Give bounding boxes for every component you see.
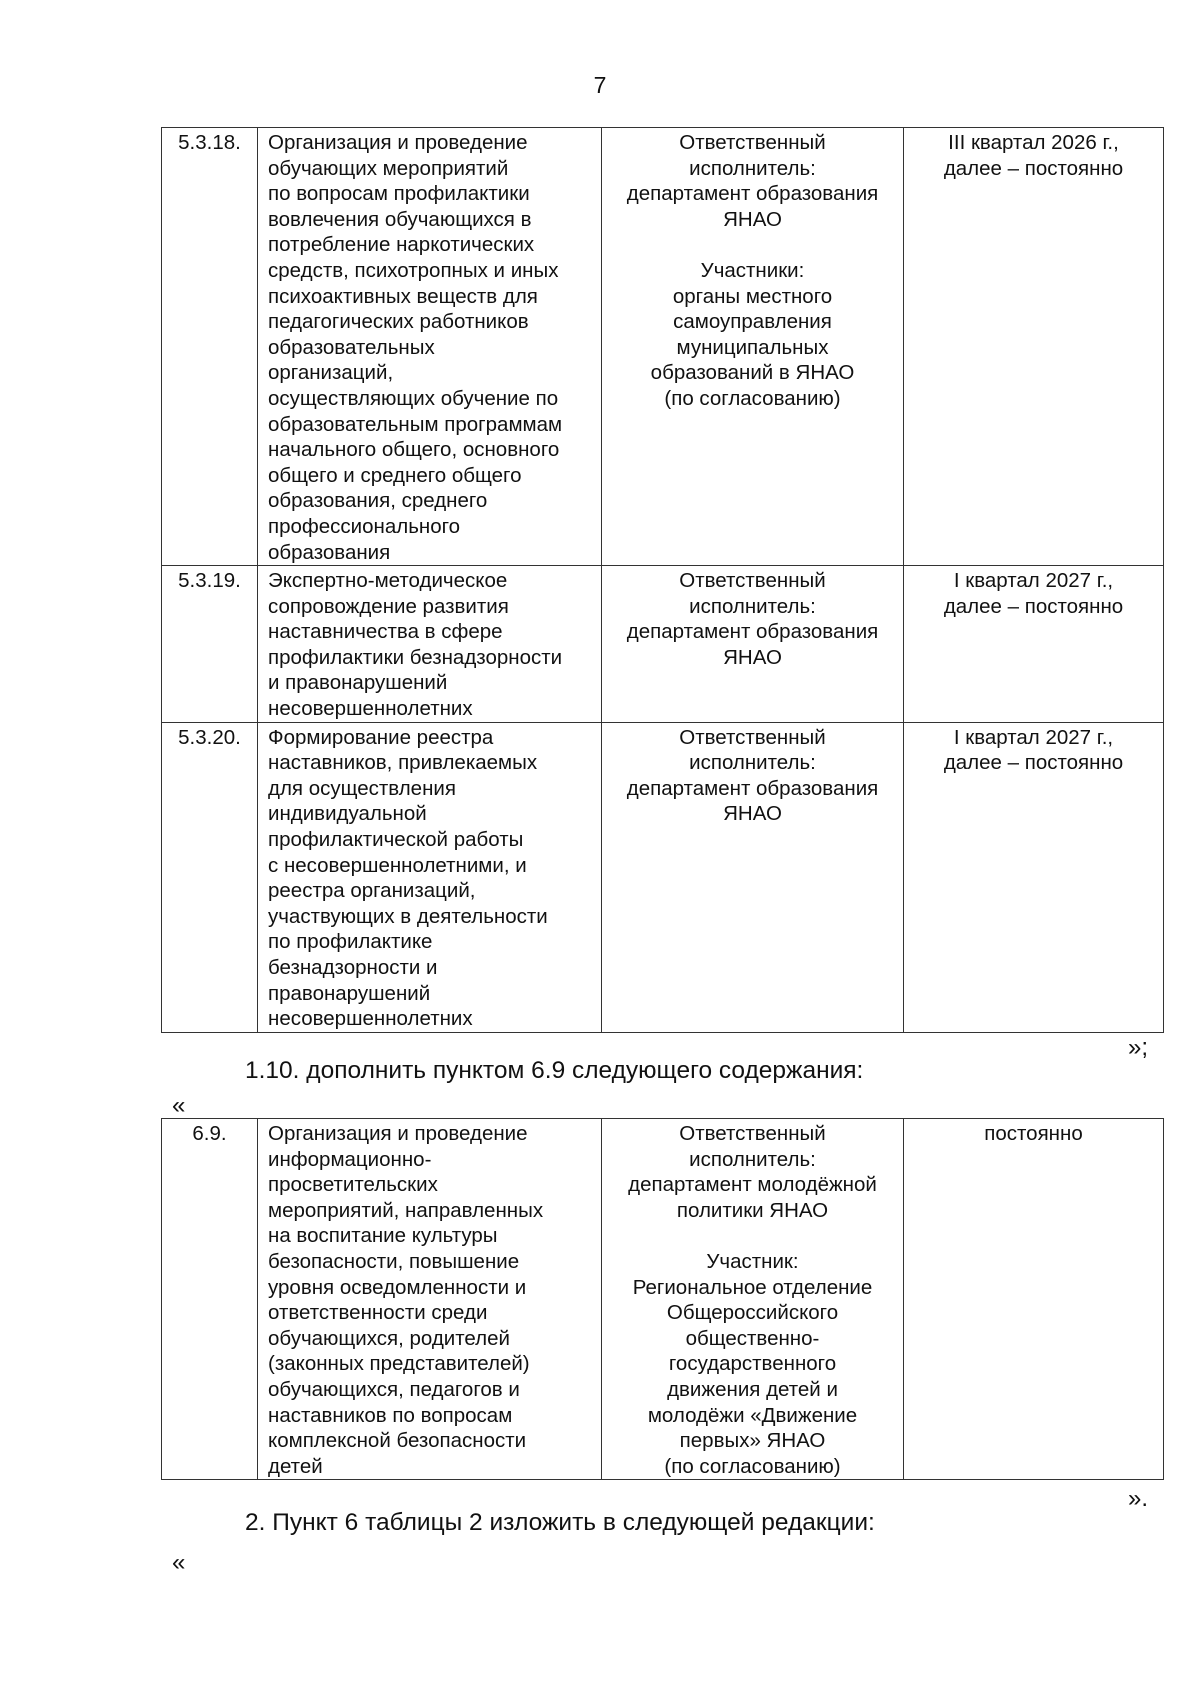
participants-line: Общероссийского (666, 1301, 839, 1325)
activity-cell-line: организаций, (268, 361, 394, 385)
activity-cell-line: мероприятий, направленных (268, 1198, 544, 1222)
activity-cell-line: наставников, привлекаемых (268, 751, 538, 775)
activity-cell-line: с несовершеннолетними, и (268, 853, 527, 877)
activity-cell-line: обучающихся, педагогов и (268, 1377, 520, 1401)
participants-line: Участник: (706, 1249, 799, 1273)
activity-cell-line: наставников по вопросам (268, 1403, 513, 1427)
activity-cell-line: безопасности, повышение (268, 1249, 520, 1273)
activity-cell-line: Организация и проведение (268, 1122, 528, 1145)
activity-cell-line: сопровождение развития (268, 594, 509, 618)
activity-cell-line: обучающихся, родителей (268, 1326, 510, 1350)
term-cell-line: III квартал 2026 г., (948, 131, 1119, 154)
item-number: 5.3.19. (162, 566, 258, 723)
executor-cell-line: Ответственный (679, 569, 826, 593)
table-row (162, 128, 1164, 566)
executor-cell-line: Ответственный (679, 725, 826, 749)
activity-cell-line: профессионального (268, 514, 461, 538)
activity-cell (258, 722, 602, 1032)
executor-cell-line: департамент образования (626, 776, 879, 800)
table-row (162, 722, 1164, 1032)
participants-line: государственного (668, 1352, 837, 1376)
participants-line: органы местного (672, 284, 833, 308)
executor-cell-line: департамент образования (626, 182, 879, 206)
term-cell-line: далее – постоянно (943, 751, 1124, 775)
activity-cell-line: осуществляющих обучение по (268, 386, 559, 410)
amendment-paragraph: 2. Пункт 6 таблицы 2 изложить в следующей редакции: (245, 1509, 875, 1536)
executor-cell-line: Ответственный (679, 131, 826, 154)
activity-cell-line: реестра организаций, (268, 879, 476, 903)
opening-quote-mark: « (172, 1549, 186, 1576)
activity-cell-line: индивидуальной (268, 802, 427, 826)
spacer (612, 1223, 893, 1249)
term-cell (904, 128, 1164, 566)
activity-cell (258, 1119, 602, 1480)
executor-cell-line: Ответственный (679, 1122, 826, 1145)
activity-cell-line: образовательным программам (268, 412, 563, 436)
item-number: 5.3.20. (162, 722, 258, 1032)
activity-cell-line: средств, психотропных и иных (268, 258, 559, 282)
executor-cell-line: исполнитель: (689, 1147, 816, 1171)
participants-line: образований в ЯНАО (650, 361, 855, 385)
activity-cell-line: участвующих в деятельности (268, 904, 548, 928)
activity-cell-line: информационно- (268, 1147, 432, 1171)
activity-cell-line: Формирование реестра (268, 725, 494, 749)
executor-cell-line: департамент молодёжной (628, 1173, 877, 1197)
activity-cell-line: образования (268, 540, 391, 564)
closing-quote-mark: »; (1128, 1034, 1149, 1061)
activity-cell-line: образовательных (268, 335, 435, 359)
activity-cell-line: обучающих мероприятий (268, 156, 509, 180)
participants-line: движения детей и (667, 1377, 838, 1401)
opening-quote-mark: « (172, 1092, 186, 1119)
term-cell (904, 1119, 1164, 1480)
activity-cell-line: вовлечения обучающихся в (268, 207, 532, 231)
activity-cell-line: (законных представителей) (268, 1352, 530, 1376)
executor-cell-line: ЯНАО (723, 207, 782, 231)
activity-cell-line: просветительских (268, 1173, 438, 1197)
activity-cell-line: несовершеннолетних (268, 697, 473, 721)
activity-cell-line: психоактивных веществ для (268, 284, 538, 308)
table-row (162, 566, 1164, 723)
activity-cell-line: наставничества в сфере (268, 620, 503, 644)
activity-cell-line: по вопросам профилактики (268, 182, 530, 206)
term-cell (904, 722, 1164, 1032)
executor-cell-line: ЯНАО (723, 645, 782, 669)
activity-cell-line: профилактики безнадзорности (268, 645, 563, 669)
participants-line: первых» ЯНАО (679, 1429, 826, 1453)
executor-cell (602, 128, 904, 566)
participants-line: муниципальных (676, 335, 829, 359)
amendment-paragraph: 1.10. дополнить пунктом 6.9 следующего содержания: (245, 1057, 864, 1084)
activity-cell-line: потребление наркотических (268, 233, 535, 257)
activity-cell-line: для осуществления (268, 776, 456, 800)
executor-cell (602, 566, 904, 723)
executor-cell-line: политики ЯНАО (676, 1198, 829, 1222)
executor-cell-line: исполнитель: (689, 751, 816, 775)
activity-cell-line: на воспитание культуры (268, 1224, 498, 1248)
participants-line: молодёжи «Движение (647, 1403, 858, 1427)
executor-cell (602, 1119, 904, 1480)
spacer (612, 232, 893, 258)
executor-cell-line: исполнитель: (689, 156, 816, 180)
activity-cell-line: ответственности среди (268, 1301, 488, 1325)
participants-line: общественно- (685, 1326, 820, 1350)
activity-cell-line: педагогических работников (268, 310, 529, 334)
activity-cell-line: Экспертно-методическое (268, 569, 508, 593)
executor-cell (602, 722, 904, 1032)
participants-line: Региональное отделение (632, 1275, 873, 1299)
closing-quote-mark: ». (1128, 1485, 1149, 1512)
activity-cell (258, 128, 602, 566)
term-cell-line: далее – постоянно (943, 594, 1124, 618)
activity-cell-line: начального общего, основного (268, 438, 560, 462)
item-number: 5.3.18. (162, 128, 258, 566)
activity-cell-line: общего и среднего общего (268, 463, 522, 487)
participants-line: Участники: (700, 258, 805, 282)
participants-line: (по согласованию) (664, 386, 841, 410)
activity-cell-line: комплексной безопасности (268, 1429, 527, 1453)
new-item-table (161, 1118, 1164, 1480)
participants-line: самоуправления (673, 310, 832, 334)
term-cell-line: постоянно (984, 1122, 1083, 1145)
table-row (162, 1119, 1164, 1480)
term-cell-line: I квартал 2027 г., (953, 569, 1114, 593)
term-cell-line: далее – постоянно (943, 156, 1124, 180)
executor-cell-line: исполнитель: (689, 594, 816, 618)
activity-cell-line: Организация и проведение (268, 131, 528, 154)
activity-cell-line: правонарушений (268, 981, 431, 1005)
participants-line: (по согласованию) (664, 1454, 841, 1478)
activity-cell-line: уровня осведомленности и (268, 1275, 527, 1299)
executor-cell-line: департамент образования (626, 620, 879, 644)
executor-cell-line: ЯНАО (723, 802, 782, 826)
activity-cell-line: детей (268, 1454, 323, 1478)
activity-cell-line: и правонарушений (268, 671, 448, 695)
activity-cell-line: безнадзорности и (268, 956, 438, 979)
activity-cell-line: образования, среднего (268, 489, 488, 513)
activity-cell (258, 566, 602, 723)
activity-cell-line: профилактической работы (268, 828, 524, 852)
page-number: 7 (593, 72, 607, 98)
term-cell (904, 566, 1164, 723)
item-number: 6.9. (162, 1119, 258, 1480)
term-cell-line: I квартал 2027 г., (953, 725, 1114, 749)
activity-cell-line: по профилактике (268, 930, 433, 954)
plan-table (161, 127, 1164, 1033)
activity-cell-line: несовершеннолетних (268, 1007, 473, 1031)
